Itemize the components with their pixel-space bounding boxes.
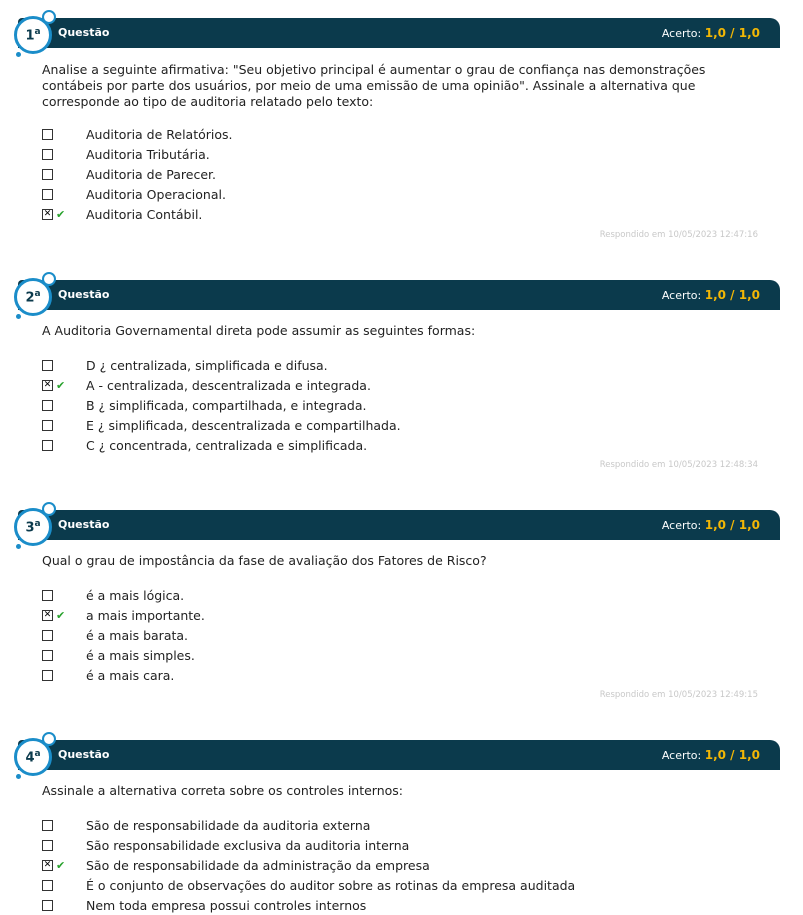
badge-dot-icon <box>16 544 21 549</box>
checkbox-empty-icon[interactable] <box>42 840 53 851</box>
badge-dot-icon <box>16 314 21 319</box>
checkbox-empty-icon[interactable] <box>42 149 53 160</box>
checkbox-checked-icon[interactable]: ✕ <box>43 379 52 390</box>
badge-dot-icon <box>16 52 21 57</box>
check-icon: ✔ <box>56 858 66 872</box>
answer-option[interactable] <box>42 415 401 435</box>
question-number: 3$^a$ <box>25 518 41 536</box>
answer-option-label: Auditoria de Relatórios. <box>86 126 233 142</box>
acerto-label <box>662 748 760 762</box>
answer-option-label: Auditoria Tributária. <box>86 146 210 162</box>
checkbox-empty-icon[interactable] <box>42 420 53 431</box>
answer-option[interactable] <box>42 435 368 455</box>
question-number: 2$^a$ <box>25 288 41 306</box>
answer-option-label: Auditoria Contábil. <box>86 206 203 222</box>
answer-option-label: E ¿ simplificada, descentralizada e compartilhada. <box>86 417 401 433</box>
answer-option-label: D ¿ centralizada, simplificada e difusa. <box>86 357 328 373</box>
score-value: 1,0 / 1,0 <box>704 748 760 762</box>
answer-option[interactable] <box>42 585 185 605</box>
acerto-text: Acerto: <box>661 289 702 302</box>
question-text: A Auditoria Governamental direta pode assumir as seguintes formas: <box>42 323 476 338</box>
acerto-text: Acerto: <box>661 27 702 40</box>
checkbox-empty-icon[interactable] <box>42 440 53 451</box>
acerto-label <box>662 518 760 532</box>
answer-option[interactable] <box>42 665 175 685</box>
checkbox-empty-icon[interactable] <box>42 169 53 180</box>
answer-option[interactable] <box>42 875 576 895</box>
checkbox-empty-icon[interactable] <box>42 630 53 641</box>
answer-option-label: A - centralizada, descentralizada e integrada. <box>86 377 371 393</box>
score-value: 1,0 / 1,0 <box>704 288 760 302</box>
answer-option[interactable] <box>42 605 205 625</box>
answer-option-label: B ¿ simplificada, compartilhada, e integrada. <box>86 397 367 413</box>
acerto-label <box>662 288 760 302</box>
checkbox-empty-icon[interactable] <box>42 590 53 601</box>
answer-option[interactable] <box>42 164 216 184</box>
checkbox-empty-icon[interactable] <box>42 189 53 200</box>
answer-option[interactable] <box>42 835 410 855</box>
score-value: 1,0 / 1,0 <box>704 26 760 40</box>
checkbox-empty-icon[interactable] <box>42 670 53 681</box>
check-icon: ✔ <box>56 207 66 221</box>
question-header <box>18 18 780 48</box>
answer-option-label: São de responsabilidade da administração da empresa <box>86 857 430 873</box>
question-header <box>18 510 780 540</box>
checkbox-empty-icon[interactable] <box>42 880 53 891</box>
answer-option-label: É o conjunto de observações do auditor sobre as rotinas da empresa auditada <box>86 877 576 893</box>
checkbox-empty-icon[interactable] <box>42 820 53 831</box>
answer-option[interactable] <box>42 395 367 415</box>
badge-decoration-icon <box>42 502 56 516</box>
badge-decoration-icon <box>42 10 56 24</box>
answered-timestamp: Respondido em 10/05/2023 12:49:15 <box>599 690 758 700</box>
acerto-text: Acerto: <box>661 519 702 532</box>
answer-option-label: Auditoria de Parecer. <box>86 166 216 182</box>
checkbox-checked-icon[interactable]: ✕ <box>43 208 52 219</box>
question-text: Assinale a alternativa correta sobre os controles internos: <box>42 783 404 798</box>
question-text: Analise a seguinte afirmativa: "Seu objetivo principal é aumentar o grau de confiança nas demonstrações contábeis por parte dos usuários, por meio de uma emissão de uma opinião". Assinale a alternativa que corresponde ao tipo de auditoria relatado pelo texto: <box>42 62 706 109</box>
answer-option[interactable] <box>42 645 195 665</box>
answer-option-label: São responsabilidade exclusiva da auditoria interna <box>86 837 410 853</box>
checkbox-checked-icon[interactable]: ✕ <box>43 859 52 870</box>
answer-option[interactable] <box>42 375 371 395</box>
question-number: 4$^a$ <box>25 748 41 766</box>
question-label: Questão <box>58 518 110 531</box>
checkbox-empty-icon[interactable] <box>42 400 53 411</box>
badge-decoration-icon <box>42 272 56 286</box>
checkbox-empty-icon[interactable] <box>42 360 53 371</box>
question-header <box>18 280 780 310</box>
answer-option[interactable] <box>42 895 367 915</box>
question-label: Questão <box>58 26 110 39</box>
answer-option-label: é a mais barata. <box>86 627 189 643</box>
badge-decoration-icon <box>42 732 56 746</box>
answer-option[interactable] <box>42 184 226 204</box>
answer-option-label: São de responsabilidade da auditoria externa <box>86 817 371 833</box>
answer-option[interactable] <box>42 625 189 645</box>
checkbox-empty-icon[interactable] <box>42 650 53 661</box>
answer-option[interactable] <box>42 204 203 224</box>
answered-timestamp: Respondido em 10/05/2023 12:48:34 <box>599 460 758 470</box>
answer-option-label: é a mais lógica. <box>86 587 185 603</box>
answer-option-label: C ¿ concentrada, centralizada e simplificada. <box>86 437 368 453</box>
answer-option-label: a mais importante. <box>86 607 205 623</box>
check-icon: ✔ <box>56 608 66 622</box>
question-text: Qual o grau de impostância da fase de avaliação dos Fatores de Risco? <box>42 553 487 568</box>
badge-dot-icon <box>16 774 21 779</box>
question-label: Questão <box>58 288 110 301</box>
acerto-label <box>662 26 760 40</box>
question-label: Questão <box>58 748 110 761</box>
checkbox-checked-icon[interactable]: ✕ <box>43 609 52 620</box>
answered-timestamp: Respondido em 10/05/2023 12:47:16 <box>599 230 758 240</box>
answer-option[interactable] <box>42 144 210 164</box>
answer-option[interactable] <box>42 815 371 835</box>
answer-option-label: Nem toda empresa possui controles internos <box>86 897 367 913</box>
check-icon: ✔ <box>56 378 66 392</box>
answer-option[interactable] <box>42 855 430 875</box>
answer-option[interactable] <box>42 355 328 375</box>
checkbox-empty-icon[interactable] <box>42 129 53 140</box>
acerto-text: Acerto: <box>661 749 702 762</box>
answer-option-label: é a mais simples. <box>86 647 195 663</box>
question-number: 1$^a$ <box>25 26 41 44</box>
answer-option-label: Auditoria Operacional. <box>86 186 226 202</box>
answer-option[interactable] <box>42 124 233 144</box>
score-value: 1,0 / 1,0 <box>704 518 760 532</box>
question-header <box>18 740 780 770</box>
answer-option-label: é a mais cara. <box>86 667 175 683</box>
checkbox-empty-icon[interactable] <box>42 900 53 911</box>
